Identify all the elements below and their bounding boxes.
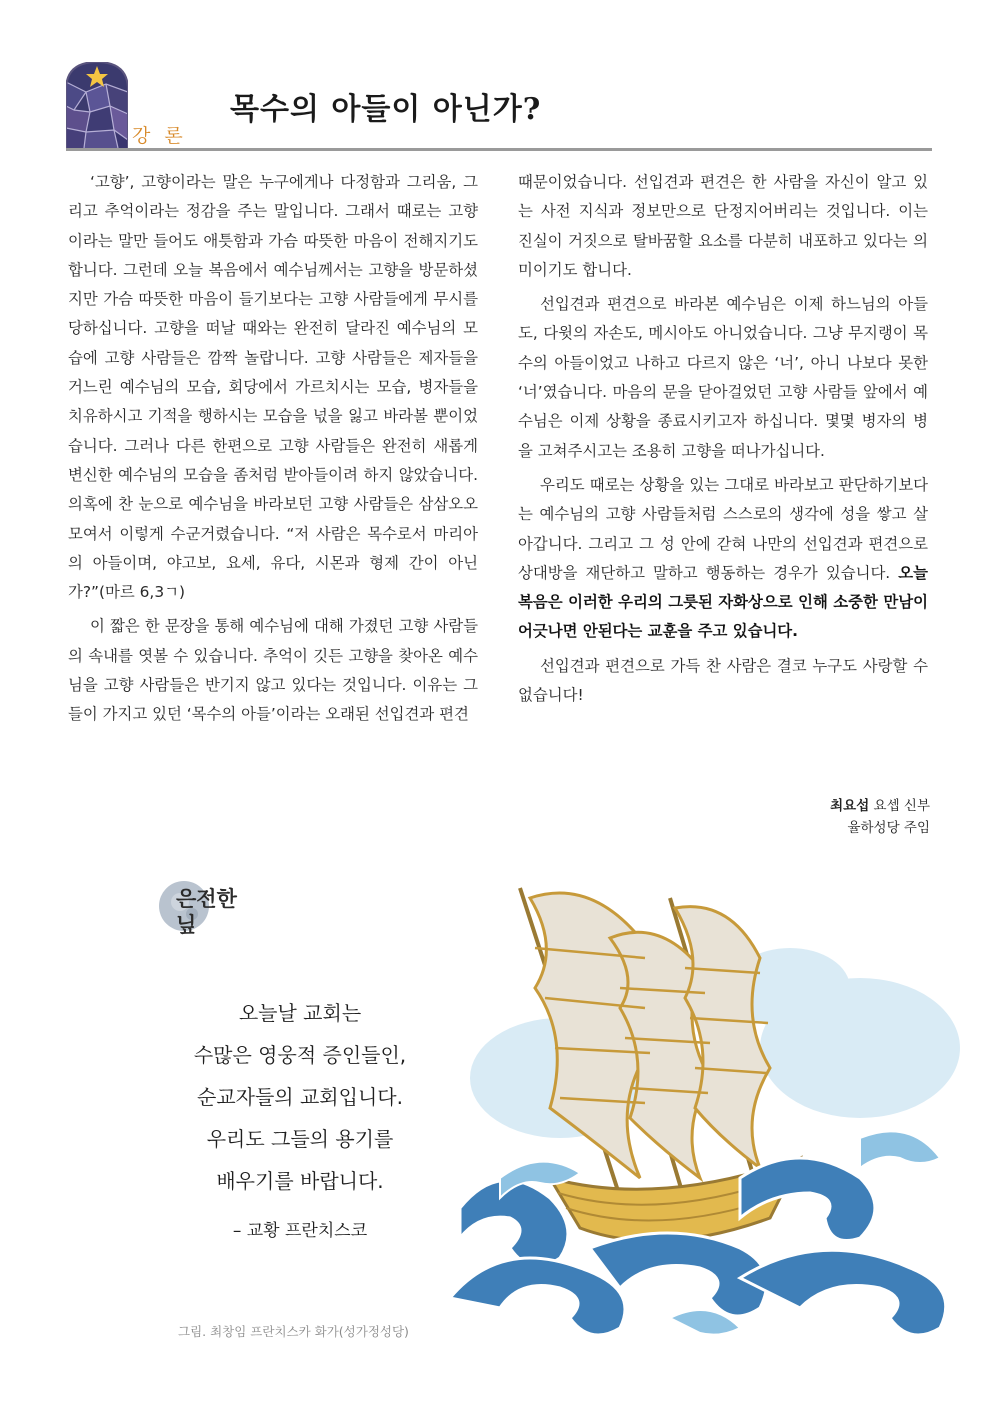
author-signature bbox=[830, 795, 930, 839]
article-column-left bbox=[68, 168, 478, 735]
badge-text: 은전한닢 bbox=[176, 886, 237, 937]
stained-glass-emblem-icon bbox=[66, 62, 128, 148]
quote-line: 우리도 그들의 용기를 bbox=[206, 1127, 394, 1151]
title-divider bbox=[66, 148, 932, 151]
article-paragraph: 이 짧은 한 문장을 통해 예수님에 대해 가졌던 고향 사람들의 속내를 엿볼 수 있습니다. 추억이 깃든 고향을 찾아온 예수님을 고향 사람들은 반기지 않고 있다는 것입니다. 이유는 그들이 가지고 있던 ‘목수의 아들’이라는 오래된 선입견과 편견 bbox=[68, 617, 478, 724]
article-paragraph-continued: 때문이었습니다. 선입견과 편견은 한 사람을 자신이 알고 있는 사전 지식과 정보만으로 단정지어버리는 것입니다. 이는 진실이 거짓으로 탈바꿈할 요소를 다분히 내포하고 있다는 의미이기도 합니다. bbox=[518, 173, 928, 279]
coin-calligraphy-badge bbox=[158, 876, 262, 944]
quote-line: 오늘날 교회는 bbox=[238, 1001, 362, 1025]
quote-attribution: – 교황 프란치스코 bbox=[232, 1221, 368, 1241]
article-text: 우리도 때로는 상황을 있는 그대로 바라보고 판단하기보다는 예수님의 고향 사람들처럼 스스로의 생각에 성을 쌓고 살아갑니다. 그리고 그 성 안에 갇혀 나만의 선입견과 편견으로 상대방을 재단하고 말하고 행동하는 경우가 있습니다. bbox=[518, 475, 928, 582]
article-paragraph bbox=[518, 471, 928, 647]
sailing-ship-illustration bbox=[440, 878, 980, 1346]
article-paragraph: ‘고향’, 고향이라는 말은 누구에게나 다정함과 그리움, 그리고 추억이라는 정감을 주는 말입니다. 그래서 때로는 고향이라는 말만 들어도 애틋함과 가슴 따뜻한 마음이 전해지기도 합니다. 그런데 오늘 복음에서 예수님께서는 고향을 방문하셨지만 가슴 따뜻한 마음이 들기보다는 고향 사람들에게 무시를 당하십니다. 고향을 떠날 때와는 완전히 달라진 예수님의 모습에 고향 사람들은 깜짝 놀랍니다. 고향 사람들은 제자들을 거느린 예수님의 모습, 회당에서 가르치시는 모습, 병자들을 치유하시고 기적을 행하시는 모습을 넋을 잃고 바라볼 뿐이었습니다. 그러나 다른 한편으로 고향 사람들은 완전히 새롭게 변신한 예수님의 모습을 좀처럼 받아들이려 하지 않았습니다. 의혹에 찬 눈으로 예수님을 바라보던 고향 사람들은 삼삼오오 모여서 이렇게 수군거렸습니다. “저 사람은 목수로서 마리아의 아들이며, 야고보, 요세, 유다, 시몬과 형제 간이 아닌가?”(마르 6,3ㄱ) bbox=[68, 173, 478, 602]
section-label: 강 론 bbox=[132, 125, 187, 147]
page-title: 목수의 아들이 아닌가? bbox=[230, 92, 542, 127]
pope-quote bbox=[150, 992, 450, 1252]
article-paragraph: 선입견과 편견으로 가득 찬 사람은 결코 누구도 사랑할 수 없습니다! bbox=[518, 656, 928, 705]
article-paragraph: 선입견과 편견으로 바라본 예수님은 이제 하느님의 아들도, 다윗의 자손도, 메시아도 아니었습니다. 그냥 무지랭이 목수의 아들이었고 나하고 다르지 않은 ‘너’, 아니 나보다 못한 ‘너’였습니다. 마음의 문을 닫아걸었던 고향 사람들 앞에서 예수님은 이제 상황을 종료시키고자 하십니다. 몇몇 병자의 병을 고쳐주시고는 조용히 고향을 떠나가십니다. bbox=[518, 295, 928, 460]
article-emphasis: 오늘 복음은 이러한 우리의 그릇된 자화상으로 인해 소중한 만남이 어긋나면 안된다는 교훈을 주고 있습니다. bbox=[518, 563, 928, 641]
author-parish: 율하성당 주임 bbox=[847, 820, 930, 836]
illustration-credit: 그림. 최창임 프란치스카 화가(성가정성당) bbox=[178, 1324, 409, 1339]
author-title: 요셉 신부 bbox=[869, 798, 930, 814]
quote-line: 수많은 영웅적 증인들인, bbox=[193, 1043, 407, 1067]
article-column-right bbox=[518, 168, 928, 715]
author-name: 최요섭 bbox=[830, 798, 870, 814]
quote-line: 배우기를 바랍니다. bbox=[216, 1169, 384, 1193]
quote-line: 순교자들의 교회입니다. bbox=[197, 1085, 403, 1109]
